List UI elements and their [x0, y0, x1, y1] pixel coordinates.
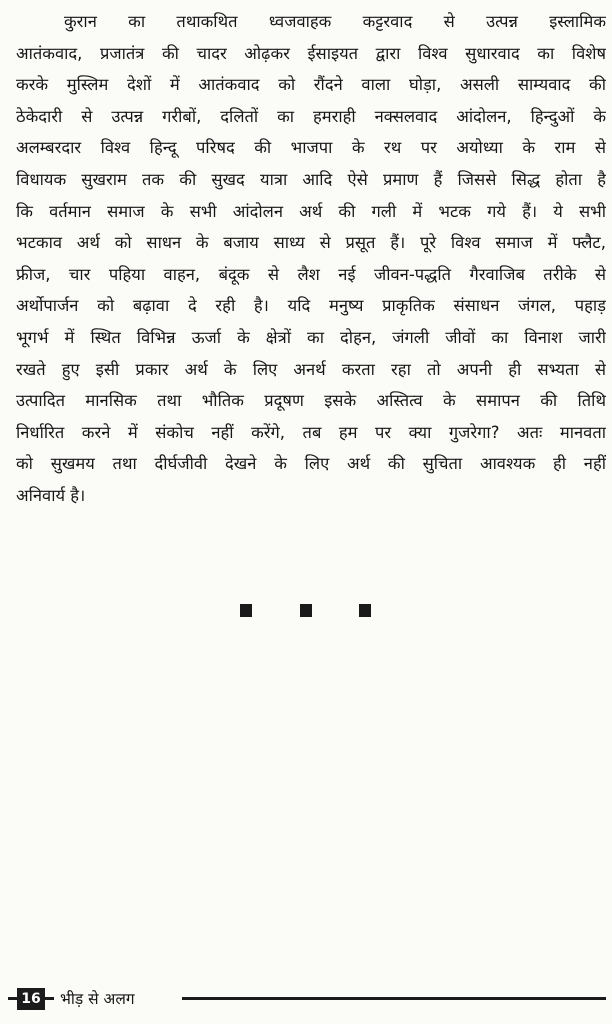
text-line: ठेकेदारी से उत्पन्न गरीबों, दलितों का हमराही नक्सलवाद आंदोलन, हिन्दुओं के — [16, 106, 606, 126]
text-line: अर्थोपार्जन को बढ़ावा दे रही है। यदि मनुष्य प्राकृतिक संसाधन जंगल, पहाड़ — [16, 296, 606, 316]
footer-rule-lead — [8, 997, 17, 1000]
text-line: को सुखमय तथा दीर्घजीवी देखने के लिए अर्थ की सुचिता आवश्यक ही नहीं — [16, 454, 606, 474]
body-text — [16, 6, 606, 512]
separator-square-icon — [240, 604, 252, 617]
text-line: विधायक सुखराम तक की सुखद यात्रा आदि ऐसे प्रमाण हैं जिससे सिद्ध होता है — [16, 169, 606, 189]
text-line: निर्धारित करने में संकोच नहीं करेंगे, तब हम पर क्या गुजरेगा? अतः मानवता — [16, 422, 606, 442]
text-line: करके मुस्लिम देशों में आतंकवाद को रौंदने वाला घोड़ा, असली साम्यवाद की — [16, 75, 606, 95]
separator-square-icon — [359, 604, 371, 617]
text-line: भटकाव अर्थ को साधन के बजाय साध्य से प्रसूत हैं। पूरे विश्व समाज में फ्लैट, — [16, 233, 606, 253]
text-line: कुरान का तथाकथित ध्वजवाहक कट्टरवाद से उत्पन्न इस्लामिक — [64, 12, 606, 31]
section-separator — [0, 604, 612, 618]
page-number: 16 — [17, 988, 45, 1010]
text-line: फ्रीज, चार पहिया वाहन, बंदूक से लैश नई जीवन-पद्धति गैरवाजिब तरीके से — [16, 264, 606, 284]
text-line: भूगर्भ में स्थित विभिन्न ऊर्जा के क्षेत्रों का दोहन, जंगली जीवों का विनाश जारी — [16, 327, 606, 347]
text-line-last: अनिवार्य है। — [16, 485, 86, 505]
text-line: रखते हुए इसी प्रकार अर्थ के लिए अनर्थ करता रहा तो अपनी ही सभ्यता से — [16, 359, 606, 379]
page-footer — [8, 985, 606, 1015]
text-line: उत्पादित मानसिक तथा भौतिक प्रदूषण इसके अस्तित्व के समापन की तिथि — [16, 391, 606, 411]
footer-rule-short — [45, 997, 54, 1000]
book-title: भीड़ से अलग — [60, 990, 135, 1008]
separator-square-icon — [300, 604, 312, 617]
text-line: कि वर्तमान समाज के सभी आंदोलन अर्थ की गली में भटक गये हैं। ये सभी — [16, 201, 606, 221]
text-line: आतंकवाद, प्रजातंत्र की चादर ओढ़कर ईसाइयत द्वारा विश्व सुधारवाद का विशेष — [16, 43, 606, 63]
text-line: अलम्बरदार विश्व हिन्दू परिषद की भाजपा के रथ पर अयोध्या के राम से — [16, 138, 606, 158]
footer-rule — [182, 997, 606, 1000]
